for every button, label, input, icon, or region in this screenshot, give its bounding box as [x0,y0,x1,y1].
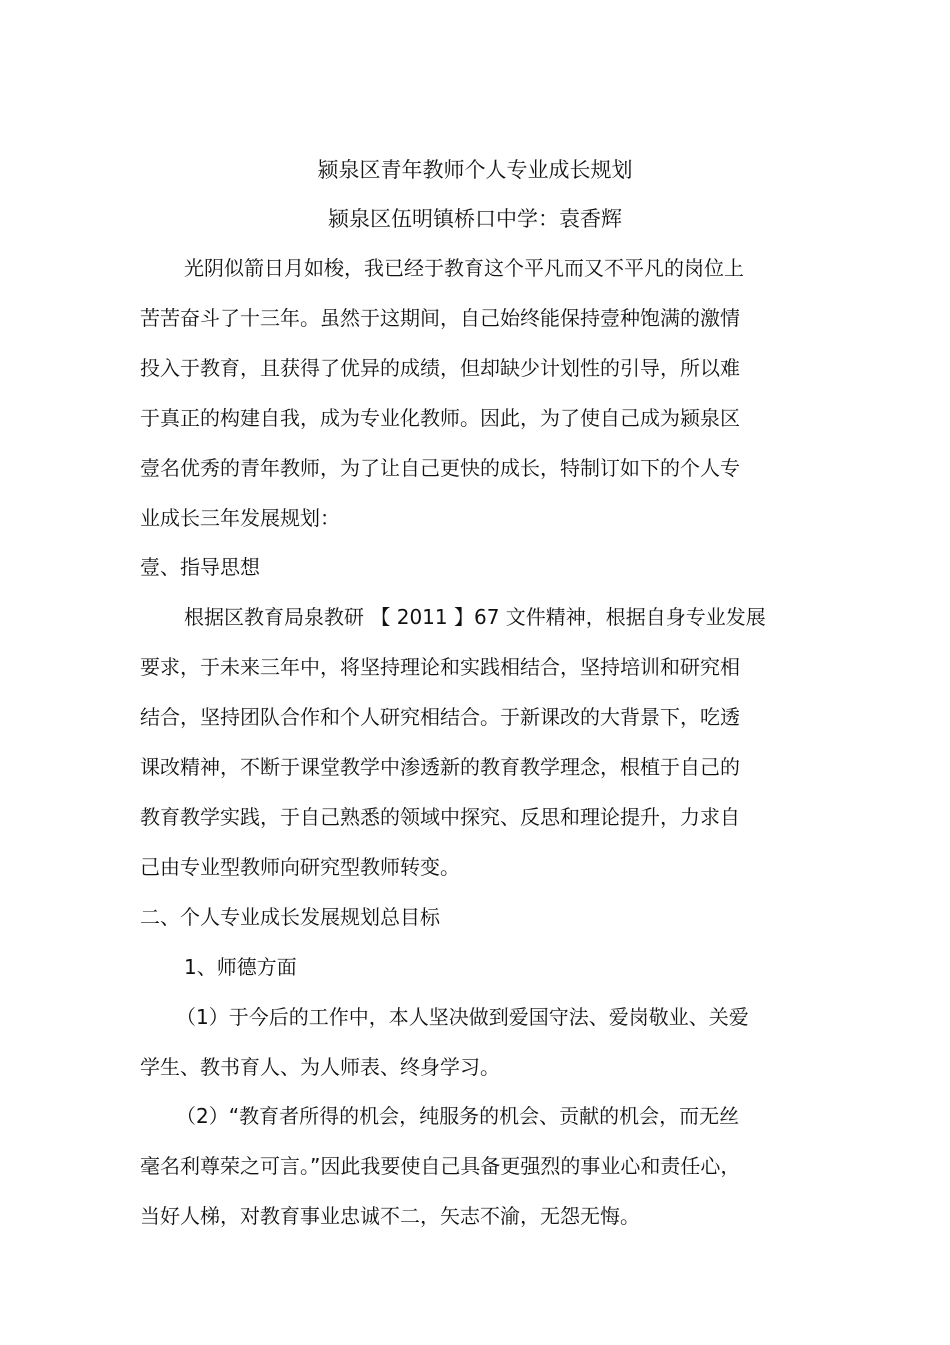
item1-line: 学生、教书育人、为人师表、终身学习。 [140,1055,500,1079]
section1-line: 课改精神，不断于课堂教学中渗透新的教育教学理念，根植于自己的 [140,755,740,779]
author-line: 颍泉区伍明镇桥口中学：袁香辉 [328,207,622,231]
intro-line: 苦苦奋斗了十三年。虽然于这期间，自己始终能保持壹种饱满的激情 [140,306,740,330]
section1-line: 己由专业型教师向研究型教师转变。 [140,855,460,879]
item1-line: （1）于今后的工作中，本人坚决做到爱国守法、爱岗敬业、关爱 [176,1005,749,1029]
intro-line: 光阴似箭日月如梭，我已经于教育这个平凡而又不平凡的岗位上 [184,256,744,280]
section1-line: 根据区教育局泉教研 【 2011 】67 文件精神，根据自身专业发展 [184,605,766,629]
intro-line: 投入于教育，且获得了优异的成绩，但却缺少计划性的引导，所以难 [140,356,740,380]
section1-line: 要求，于未来三年中，将坚持理论和实践相结合，坚持培训和研究相 [140,655,740,679]
section-heading-guiding-ideology: 壹、指导思想 [140,555,260,579]
section1-line: 教育教学实践，于自己熟悉的领域中探究、反思和理论提升，力求自 [140,805,740,829]
document-title: 颍泉区青年教师个人专业成长规划 [317,158,633,182]
section-heading-overall-goals: 二、个人专业成长发展规划总目标 [140,905,440,929]
item2-line: 毫名利尊荣之可言。”因此我要使自己具备更强烈的事业心和责任心， [140,1154,741,1178]
intro-line: 于真正的构建自我，成为专业化教师。因此，为了使自己成为颍泉区 [140,406,740,430]
item2-line: （2）“教育者所得的机会，纯服务的机会、贡献的机会，而无丝 [176,1104,740,1128]
subsection-heading-ethics: 1、师德方面 [184,955,297,979]
intro-line: 壹名优秀的青年教师，为了让自己更快的成长，特制订如下的个人专 [140,456,740,480]
intro-line: 业成长三年发展规划： [140,506,340,530]
item2-line: 当好人梯，对教育事业忠诚不二，矢志不渝，无怨无悔。 [140,1204,640,1228]
section1-line: 结合，坚持团队合作和个人研究相结合。于新课改的大背景下，吃透 [140,705,740,729]
